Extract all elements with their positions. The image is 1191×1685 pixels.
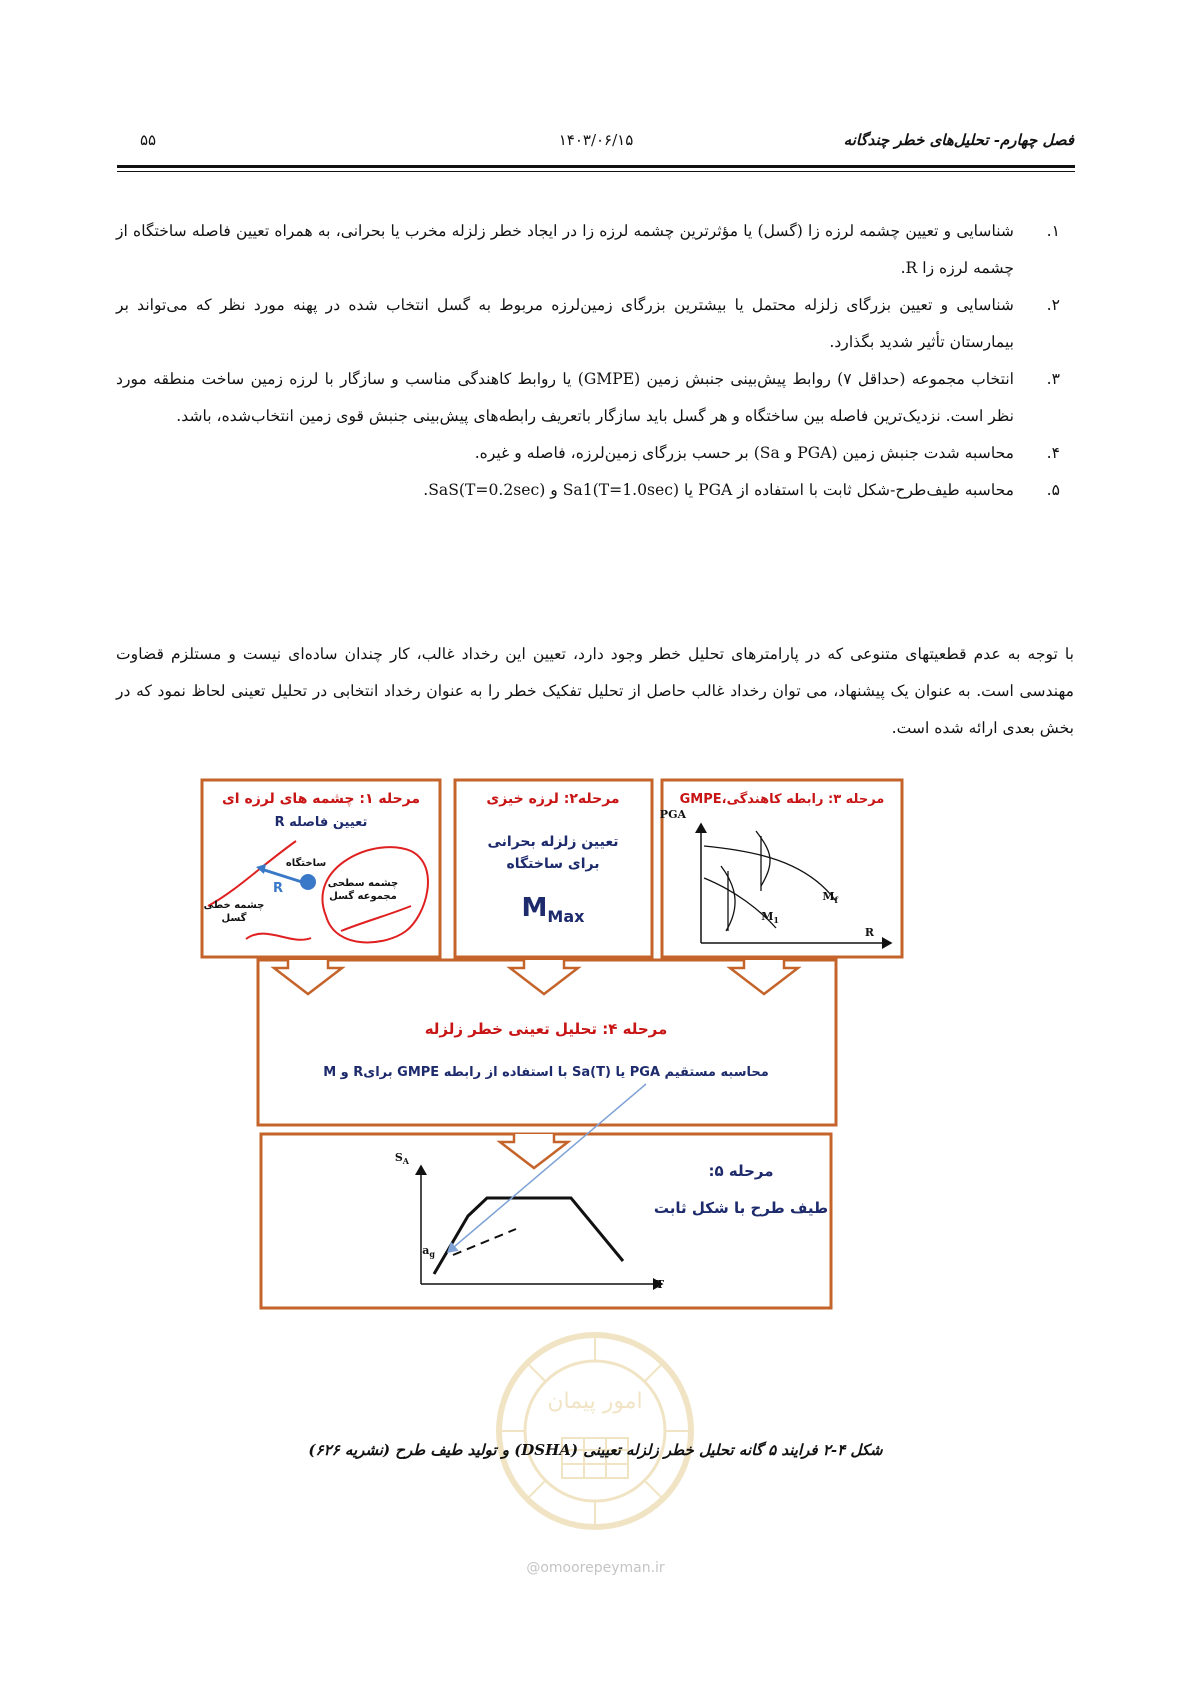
list-item xyxy=(116,287,1074,361)
list-text: شناسایی و تعیین چشمه لرزه زا (گسل) یا مؤثرترین چشمه لرزه زا در ایجاد خطر زلزله مخرب یا بحرانی، به همراه تعیین فاصله ساختگاه از چشمه لرزه زا R. xyxy=(116,222,1014,277)
step2-box xyxy=(455,780,652,957)
header-date: ۱۴۰۳/۰۶/۱۵ xyxy=(558,131,634,149)
step2-line1: تعیین زلزله بحرانی xyxy=(487,834,619,850)
list-number: ۲. xyxy=(1046,296,1060,314)
step2-line2: برای ساختگاه xyxy=(506,856,600,872)
site-point xyxy=(300,874,316,890)
step5-box xyxy=(261,1134,831,1308)
chapter-title: فصل چهارم- تحلیل‌های خطر چندگانه xyxy=(843,131,1074,149)
list-text: محاسبه شدت جنبش زمین (PGA و Sa) بر حسب بزرگای زمین‌لرزه، فاصله و غیره. xyxy=(474,444,1014,462)
step5-desc: طیف طرح با شکل ثابت xyxy=(653,1199,829,1217)
list-text: محاسبه طیف‌طرح-شکل ثابت با استفاده از PGA یا Sa1(T=1.0sec) و SaS(T=0.2sec). xyxy=(423,481,1014,499)
mf-label: $M_f$ xyxy=(822,890,838,905)
step3-box xyxy=(660,780,902,957)
list-text: شناسایی و تعیین بزرگای زلزله محتمل یا بیشترین بزرگای زمین‌لرزه مربوط به گسل انتخاب شده در پهنه مورد نظر که می‌تواند بر بیمارستان تأثیر شدید بگذارد. xyxy=(116,296,1014,351)
watermark-url: @omoorepeyman.ir xyxy=(526,1560,665,1576)
distance-label: R xyxy=(272,881,284,896)
site-label: ساختگاه xyxy=(285,858,327,869)
area-source-label: مجموعه گسل xyxy=(329,891,397,902)
mmax-label: MMax xyxy=(521,893,585,926)
step4-desc: محاسبه مستقیم PGA یا Sa(T) با استفاده از رابطه GMPE برایR و M xyxy=(323,1065,769,1080)
step4-box xyxy=(258,960,836,1125)
steps-list xyxy=(116,213,1074,509)
header-rule-thick xyxy=(117,165,1075,168)
ag-label: $a_g$ xyxy=(422,1244,435,1259)
header-rule-thin xyxy=(117,171,1075,172)
list-number: ۴. xyxy=(1046,444,1060,462)
page-number: ۵۵ xyxy=(140,131,157,149)
list-item xyxy=(116,213,1074,287)
step3-title: مرحله ۳: رابطه کاهندگی،GMPE xyxy=(679,792,885,807)
list-number: ۳. xyxy=(1046,370,1060,388)
gmpe-y-label: PGA xyxy=(659,808,686,821)
list-text: انتخاب مجموعه (حداقل ۷) روابط پیش‌بینی جنبش زمین (GMPE) یا روابط کاهندگی مناسب و سازگار با لرزه زمین ساخت منطقه مورد نظر است. نزدیک‌ترین فاصله بین ساختگاه و هر گسل باید سازگار باتعریف رابطه‌های پیش‌بینی جنبش قوی زمین انتخاب‌شده، باشد. xyxy=(116,370,1015,425)
spectrum-x-label: T xyxy=(655,1278,664,1291)
step4-title: مرحله ۴: تحلیل تعینی خطر زلزله xyxy=(424,1020,668,1038)
step1-title: مرحله ۱: چشمه های لرزه ای xyxy=(221,791,421,807)
list-item xyxy=(116,361,1074,435)
watermark-logo-text: امور پیمان xyxy=(547,1389,643,1414)
page-header xyxy=(0,131,1191,155)
dsha-process-diagram xyxy=(203,791,976,1420)
list-item xyxy=(116,435,1074,472)
line-source-label: گسل xyxy=(221,913,247,924)
list-number: ۱. xyxy=(1046,222,1060,240)
figure-caption: شکل ۴-۲ فرایند ۵ گانه تحلیل خطر زلزله تعیینی (DSHA) و تولید طیف طرح (نشریه ۶۲۶) xyxy=(308,1441,883,1459)
list-item xyxy=(116,472,1074,509)
line-source-label: چشمه خطی xyxy=(203,900,265,911)
m1-label: $M_1$ xyxy=(761,910,779,925)
step1-subtitle: تعیین فاصله R xyxy=(274,815,368,830)
area-source-label: چشمه سطحی xyxy=(327,878,399,889)
gmpe-x-label: R xyxy=(864,926,874,939)
step5-title: مرحله ۵: xyxy=(708,1162,774,1180)
body-paragraph: با توجه به عدم قطعیتهای متنوعی که در پارامترهای تحلیل خطر وجود دارد، تعیین این رخداد غالب، کار چندان ساده‌ای نیست و مستلزم قضاوت مهندسی است. به عنوان یک پیشنهاد، می توان رخداد غالب حاصل از تحلیل تفکیک خطر را به عنوان رخداد انتخابی در تحلیل تعینی لحاظ نمود که در بخش بعدی ارائه شده است. xyxy=(116,645,1074,737)
step1-box xyxy=(202,780,440,957)
step2-title: مرحله۲: لرزه خیزی xyxy=(486,791,620,807)
list-number: ۵. xyxy=(1046,481,1060,499)
spectrum-y-label: $S_A$ xyxy=(394,1151,409,1166)
